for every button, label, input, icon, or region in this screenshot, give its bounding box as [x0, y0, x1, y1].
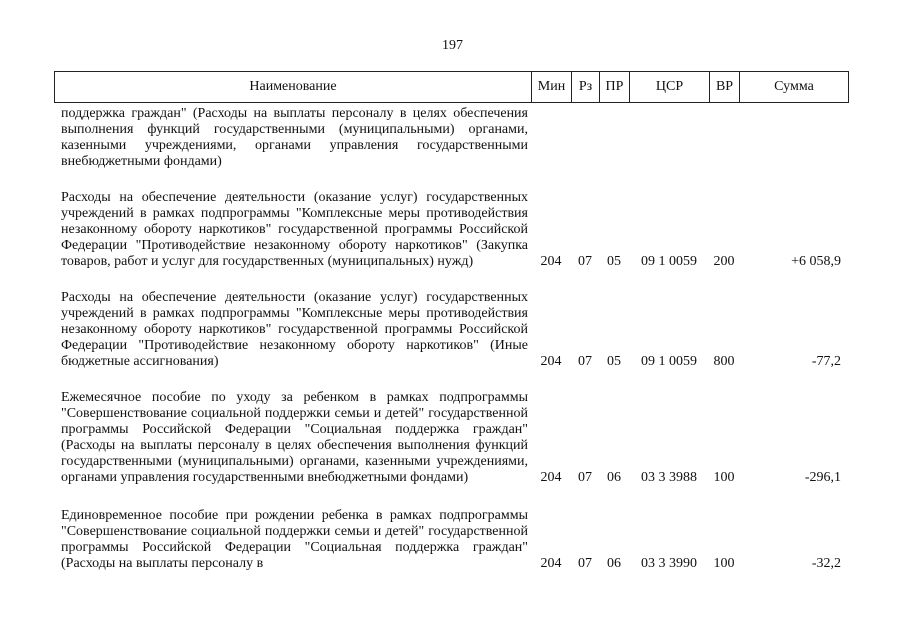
row-rz: 07	[578, 556, 592, 571]
row-vr: 100	[713, 470, 735, 485]
row-sum: -296,1	[804, 470, 841, 485]
page-number: 197	[442, 38, 463, 53]
row-name: Единовременное пособие при рождении ребенка в рамках подпрограммы "Совершенствование социальной поддержки семьи и детей" государственной программы Российской Федерации "Социальная поддержка граждан" (Расходы на выплаты персоналу в	[61, 508, 528, 571]
table-header	[54, 71, 849, 103]
header-sum: Сумма	[774, 79, 814, 94]
header-csr: ЦСР	[630, 72, 710, 102]
row-min: 204	[540, 556, 562, 571]
row-sum: +6 058,9	[791, 254, 841, 269]
row-rz: 07	[578, 354, 592, 369]
header-name: Наименование	[55, 72, 532, 102]
table-row	[54, 290, 849, 370]
row-pr: 06	[607, 470, 621, 485]
table-body	[54, 106, 849, 572]
table-row	[54, 106, 849, 170]
row-csr: 09 1 0059	[641, 354, 697, 369]
row-vr: 100	[713, 556, 735, 571]
table-row	[54, 508, 849, 572]
row-name: Ежемесячное пособие по уходу за ребенком в рамках подпрограммы "Совершенствование социальной поддержки семьи и детей" государственной программы Российской Федерации "Социальная поддержка граждан" (Расходы на выплаты персоналу в целях обеспечения выполнения функций государственными (муниципальными) органами, казенными учреждениями, органами управления государственными внебюджетными фондами)	[61, 390, 528, 485]
row-sum: -77,2	[811, 354, 841, 369]
row-name: Расходы на обеспечение деятельности (оказание услуг) государственных учреждений в рамках подпрограммы "Комплексные меры противодействия незаконному обороту наркотиков" государственной программы Российской Федерации "Противодействие незаконному обороту наркотиков" (Закупка товаров, работ и услуг для государственных (муниципальных) нужд)	[61, 190, 528, 269]
header-rz: Рз	[572, 72, 600, 102]
row-pr: 05	[607, 354, 621, 369]
row-min: 204	[540, 254, 562, 269]
row-min: 204	[540, 354, 562, 369]
row-csr: 09 1 0059	[641, 254, 697, 269]
row-csr: 03 3 3990	[641, 556, 697, 571]
header-min: Мин	[532, 72, 572, 102]
table-row	[54, 190, 849, 270]
row-min: 204	[540, 470, 562, 485]
row-rz: 07	[578, 470, 592, 485]
row-vr: 200	[713, 254, 735, 269]
table-row	[54, 390, 849, 486]
row-name: поддержка граждан" (Расходы на выплаты персоналу в целях обеспечения выполнения функций государственными (муниципальными) органами, казенными учреждениями, органами управления государственными внебюджетными фондами)	[61, 106, 528, 169]
row-csr: 03 3 3988	[641, 470, 697, 485]
row-rz: 07	[578, 254, 592, 269]
row-pr: 05	[607, 254, 621, 269]
row-name: Расходы на обеспечение деятельности (оказание услуг) государственных учреждений в рамках подпрограммы "Комплексные меры противодействия незаконному обороту наркотиков" государственной программы Российской Федерации "Противодействие незаконному обороту наркотиков" (Иные бюджетные ассигнования)	[61, 290, 528, 369]
header-vr: ВР	[710, 72, 740, 102]
header-pr: ПР	[600, 72, 630, 102]
row-vr: 800	[713, 354, 735, 369]
row-sum: -32,2	[811, 556, 841, 571]
row-pr: 06	[607, 556, 621, 571]
